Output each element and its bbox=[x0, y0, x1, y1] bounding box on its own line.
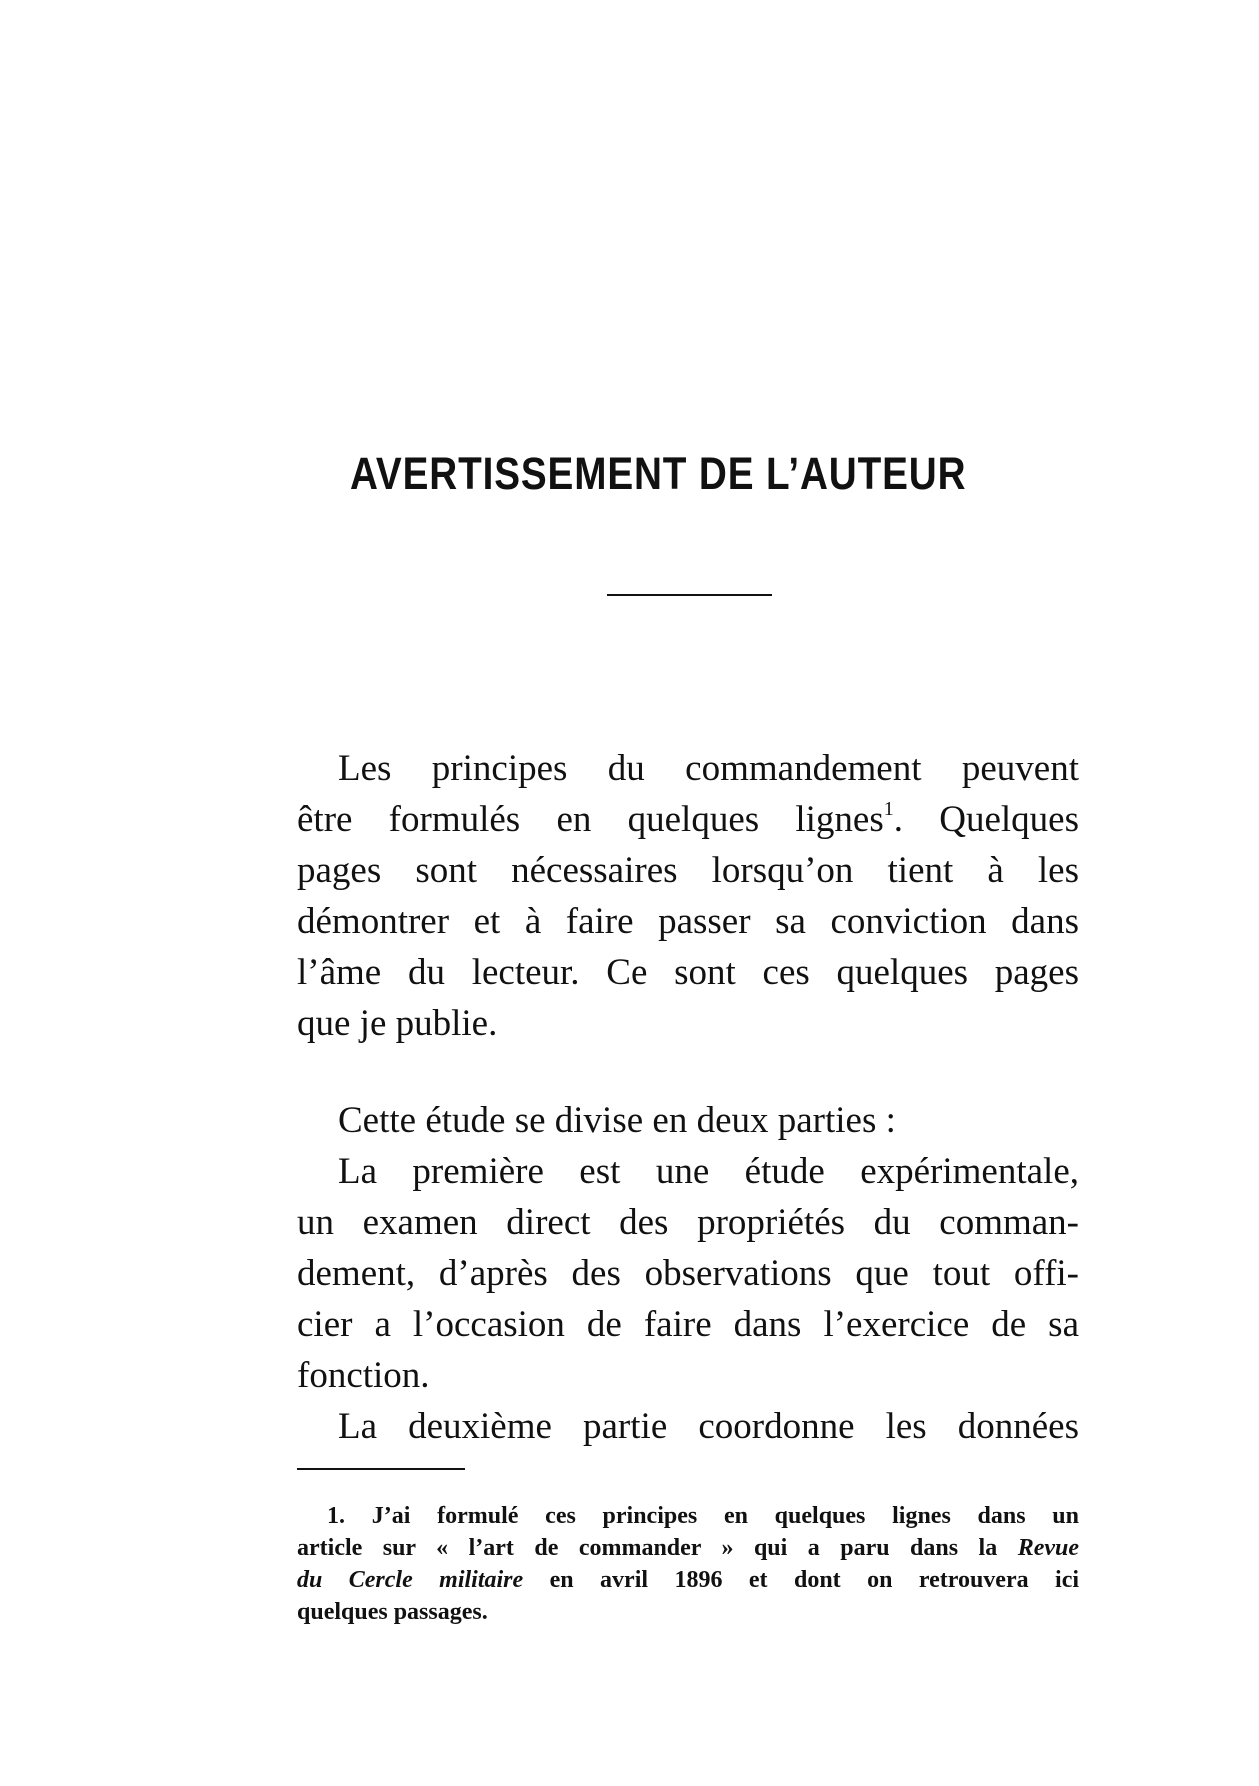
footnote-segment: en avril 1896 et dont on retrouvera ici bbox=[549, 1567, 1080, 1593]
footnote bbox=[297, 1500, 1079, 1628]
journal-title: du Cercle militaire bbox=[297, 1567, 524, 1593]
footnote-line: 1. J’ai formulé ces principes en quelques lignes dans un bbox=[327, 1503, 1079, 1529]
text-line: dement, d’après des observations que tout offi- bbox=[297, 1253, 1079, 1294]
footnote-line: quelques passages. bbox=[297, 1599, 488, 1625]
text-line: Cette étude se divise en deux parties : bbox=[338, 1100, 896, 1141]
text-line: un examen direct des propriétés du comman- bbox=[297, 1202, 1079, 1243]
text-line: l’âme du lecteur. Ce sont ces quelques pages bbox=[297, 952, 1079, 993]
title-divider bbox=[607, 594, 772, 596]
text-line: La première est une étude expérimentale, bbox=[338, 1151, 1079, 1192]
text-line: démontrer et à faire passer sa conviction dans bbox=[297, 901, 1079, 942]
journal-title: Revue bbox=[1017, 1535, 1079, 1561]
footnote-reference: 1 bbox=[883, 798, 894, 820]
footnote-line bbox=[297, 1532, 1079, 1564]
text-line bbox=[297, 794, 1079, 845]
text-line: La deuxième partie coordonne les données bbox=[338, 1406, 1079, 1447]
footnote-divider bbox=[297, 1468, 465, 1470]
paragraph-2 bbox=[297, 1095, 1079, 1452]
text-segment: être formulés en quelques lignes bbox=[297, 799, 884, 840]
text-line: que je publie. bbox=[297, 1003, 498, 1044]
footnote-segment: article sur « l’art de commander » qui a paru dans la bbox=[297, 1535, 998, 1561]
text-line: cier a l’occasion de faire dans l’exercice de sa bbox=[297, 1304, 1079, 1345]
text-segment: . Quelques bbox=[893, 799, 1079, 840]
text-line: fonction. bbox=[297, 1355, 430, 1396]
page-title: AVERTISSEMENT DE L’AUTEUR bbox=[350, 448, 967, 499]
text-line: pages sont nécessaires lorsqu’on tient à les bbox=[297, 850, 1079, 891]
paragraph-1 bbox=[297, 743, 1079, 1049]
text-line: Les principes du commandement peuvent bbox=[338, 748, 1079, 789]
footnote-line bbox=[297, 1564, 1079, 1596]
